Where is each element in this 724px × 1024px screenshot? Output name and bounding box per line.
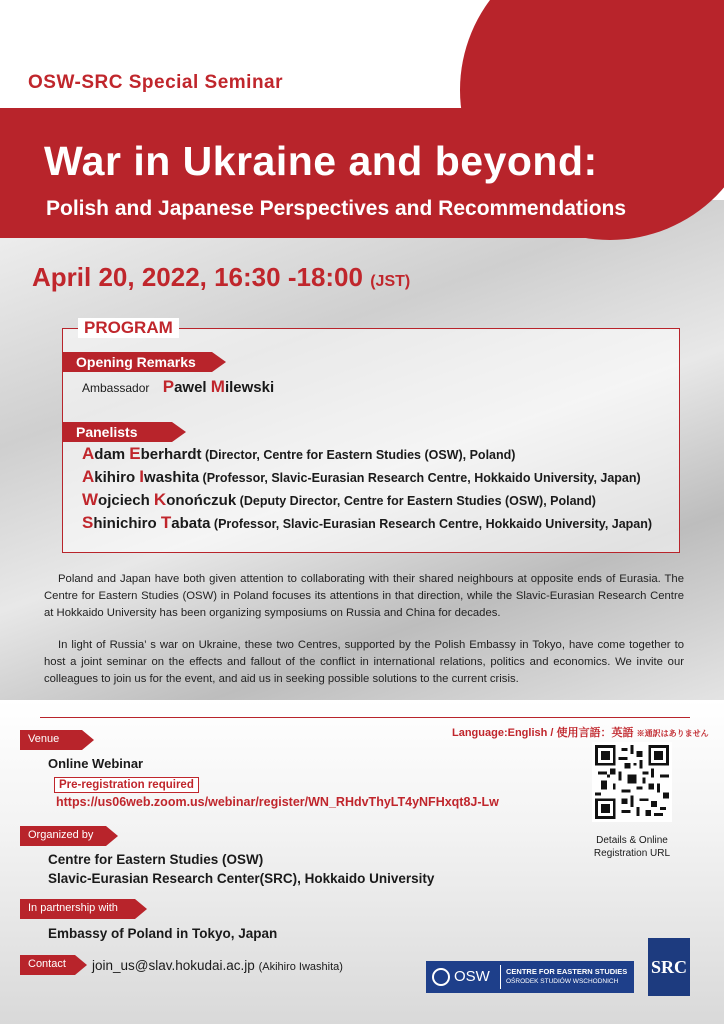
panelist-item: Wojciech Konończuk (Deputy Director, Centre for Eastern Studies (OSW), Poland) — [82, 490, 596, 509]
panelist-item: Adam Eberhardt (Director, Centre for Eastern Studies (OSW), Poland) — [82, 444, 516, 463]
panelists-tag: Panelists — [62, 422, 172, 442]
page-subtitle: Polish and Japanese Perspectives and Recommendations — [46, 197, 627, 220]
seminar-label: OSW-SRC Special Seminar — [28, 72, 284, 93]
divider — [40, 717, 690, 718]
program-heading: PROGRAM — [78, 318, 179, 338]
venue-tag: Venue — [20, 730, 82, 750]
language-note: Language:English / 使用言語：英語 ※通訳はありません — [452, 727, 709, 739]
event-date: April 20, 2022, 16:30 -18:00 (JST) — [32, 262, 411, 292]
contact-tag: Contact — [20, 955, 75, 975]
organized-tag: Organized by — [20, 826, 106, 846]
partner-embassy: Embassy of Poland in Tokyo, Japan — [48, 926, 278, 941]
venue-type: Online Webinar — [48, 756, 144, 771]
src-logo: SRC — [648, 938, 690, 996]
description-paragraph: Poland and Japan have both given attention to collaborating with their shared neighbours at opposite ends of Eurasia. The Centre for Eastern Studies (OSW) in Poland focuses its attentions in that direction, while the Slavic-Eurasian Research Centre at Hokkaido University has been organizing symposiums on Russia and China for decades. — [44, 573, 684, 619]
opening-remarks-tag: Opening Remarks — [62, 352, 212, 372]
ambassador-line: Ambassador Pawel Milewski — [82, 377, 275, 396]
osw-logo: OSW CENTRE FOR EASTERN STUDIES OŚRODEK STUDIÓW WSCHODNICH — [426, 961, 634, 993]
page-title: War in Ukraine and beyond: — [44, 138, 598, 184]
description-paragraph: In light of Russia’ s war on Ukraine, these two Centres, supported by the Polish Embassy in Tokyo, have come together to host a joint seminar on the effects and fallout of the conflict in international relations, politics and economics. We invite our colleagues to join us for the event, and aid us in seeking possible solutions to the current crisis. — [44, 639, 684, 685]
partnership-tag: In partnership with — [20, 899, 135, 919]
qr-code[interactable] — [592, 742, 672, 822]
globe-icon — [432, 968, 450, 986]
contact-email[interactable]: join_us@slav.hokudai.ac.jp (Akihiro Iwashita) — [92, 958, 343, 973]
registration-link[interactable]: https://us06web.zoom.us/webinar/register/WN_RHdvThyLT4yNFHxqt8J-Lw — [56, 795, 499, 809]
panelist-item: Shinichiro Tabata (Professor, Slavic-Eurasian Research Centre, Hokkaido University, Japan) — [82, 513, 653, 532]
organizer-src: Slavic-Eurasian Research Center(SRC), Hokkaido University — [48, 871, 435, 886]
prereg-badge: Pre-registration required — [54, 777, 199, 793]
qr-caption: Details & Online Registration URL — [593, 835, 671, 859]
organizer-osw: Centre for Eastern Studies (OSW) — [48, 852, 264, 867]
panelist-item: Akihiro Iwashita (Professor, Slavic-Eurasian Research Centre, Hokkaido University, Japan) — [82, 467, 641, 486]
